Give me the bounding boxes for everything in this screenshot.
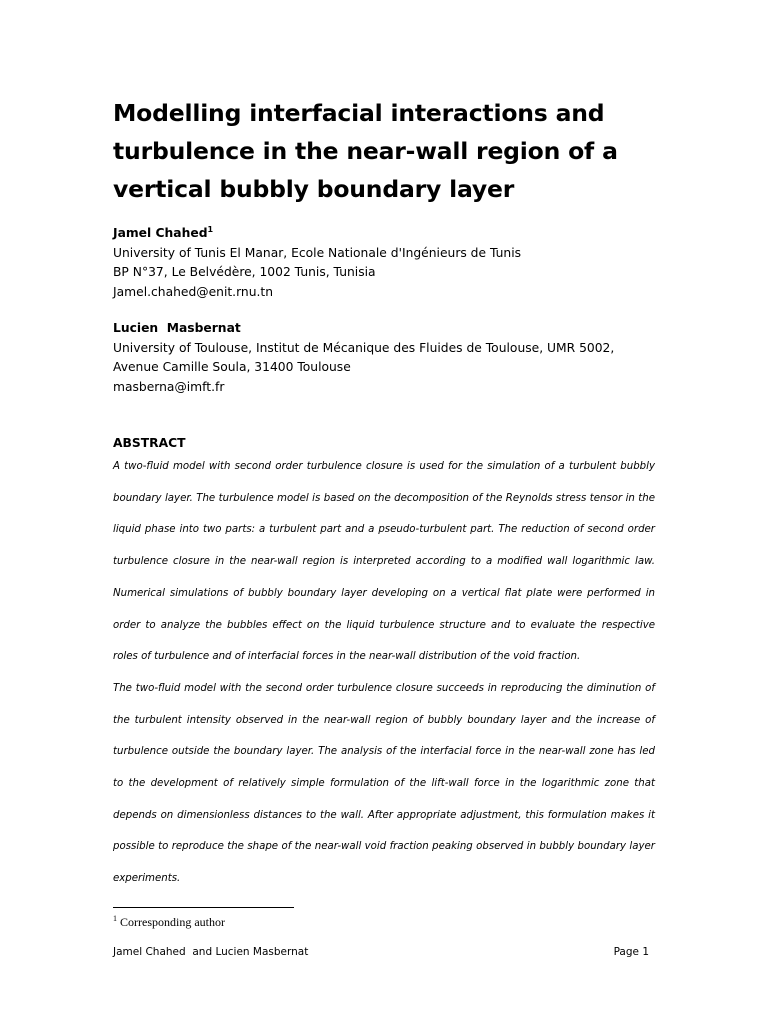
author-block-1 (113, 224, 713, 302)
page-footer-authors: Jamel Chahed and Lucien Masbernat (113, 946, 309, 958)
author-email: Jamel.chahed@enit.rnu.tn (113, 284, 274, 299)
author-name-text: Jamel Chahed (113, 226, 208, 240)
abstract-body (113, 451, 655, 895)
author-address: BP N°37, Le Belvédère, 1002 Tunis, Tunisia (113, 265, 376, 279)
author-affiliation: University of Toulouse, Institut de Mécanique des Fluides de Toulouse, UMR 5002, (113, 340, 615, 355)
author-footnote-marker: 1 (207, 224, 214, 234)
abstract-paragraph: A two-fluid model with second order turbulence closure is used for the simulation of a turbulent bubbly boundary layer. The turbulence model is based on the decomposition of the Reynolds stress tensor in the liquid phase into two parts: a turbulent part and a pseudo-turbulent part. The reduction of second order turbulence closure in the near-wall region is interpreted according to a modified wall logarithmic law. Numerical simulations of bubbly boundary layer developing on a vertical flat plate were performed in order to analyze the bubbles effect on the liquid turbulence structure and to evaluate the respective roles of turbulence and of interfacial forces in the near-wall distribution of the void fraction. (113, 461, 655, 663)
footnote (113, 914, 225, 930)
abstract-paragraph: The two-fluid model with the second order turbulence closure succeeds in reproducing the diminution of the turbulent intensity observed in the near-wall region of bubbly boundary layer and the increase of turbulence outside the boundary layer. The analysis of the interfacial force in the near-wall zone has led to the development of relatively simple formulation of the lift-wall force in the logarithmic zone that depends on dimensionless distances to the wall. After appropriate adjustment, this formulation makes it possible to reproduce the shape of the near-wall void fraction peaking observed in bubbly boundary layer experiments. (113, 682, 655, 885)
page-number: Page 1 (613, 946, 649, 958)
footnote-marker: 1 (113, 914, 117, 923)
paper-title: Modelling interfacial interactions and turbulence in the near-wall region of a vertical bubbly boundary layer (113, 99, 618, 203)
author-name (113, 319, 713, 339)
author-affiliation: University of Tunis El Manar, Ecole Nationale d'Ingénieurs de Tunis (113, 245, 522, 260)
author-email: masberna@imft.fr (113, 379, 225, 394)
footnote-separator (113, 907, 294, 908)
author-name-text: Lucien Masbernat (113, 321, 241, 335)
author-block-2 (113, 319, 713, 397)
abstract-heading: ABSTRACT (113, 436, 186, 450)
author-address: Avenue Camille Soula, 31400 Toulouse (113, 360, 351, 374)
author-name (113, 224, 713, 244)
footnote-text: Corresponding author (117, 915, 225, 929)
